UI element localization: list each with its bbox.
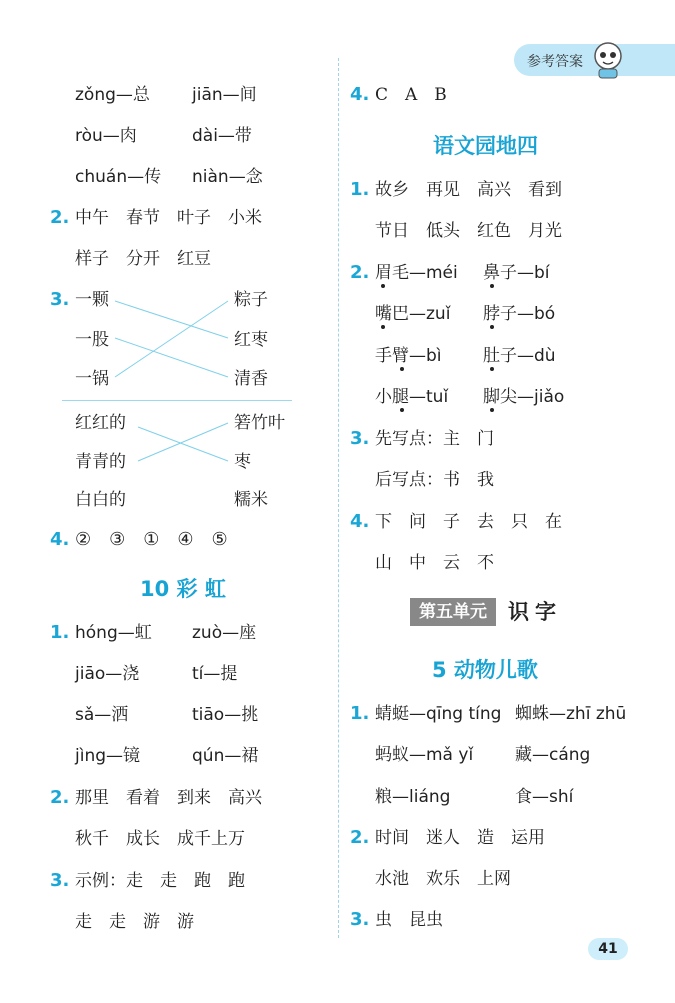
question-number: 3. — [50, 870, 70, 891]
pinyin-item: jiān—间 — [192, 85, 257, 105]
pinyin-item: dài—带 — [192, 126, 252, 146]
unit-title: 识字 — [508, 600, 562, 624]
unit-badge: 第五单元 — [410, 598, 496, 626]
match-left-item: 青青的 — [75, 452, 126, 472]
match-left-item: 白白的 — [75, 490, 126, 510]
match-left-item: 一锅 — [75, 369, 109, 389]
pinyin-item: niàn—念 — [192, 167, 263, 187]
question-number: 3. — [50, 289, 70, 310]
pinyin-item: ròu—肉 — [75, 126, 137, 146]
column-divider — [338, 58, 339, 938]
body-part-item: 嘴巴—zuǐ — [375, 304, 451, 324]
answer-row: 水池 欢乐 上网 — [375, 869, 511, 889]
question-number: 2. — [50, 787, 70, 808]
answer-row: 下 问 子 去 只 在 — [375, 512, 562, 532]
body-part-item: 肚子—dù — [483, 346, 556, 366]
answer-row: ② ③ ① ④ ⑤ — [75, 529, 228, 550]
emphasis-dot — [490, 325, 494, 329]
pinyin-item: jìng—镜 — [75, 746, 141, 766]
question-number: 2. — [50, 207, 70, 228]
pinyin-item: tiāo—挑 — [192, 705, 259, 725]
question-number: 3. — [350, 909, 370, 930]
body-part-item: 眉毛—méi — [375, 263, 458, 283]
answer-row: 时间 迷人 造 运用 — [375, 828, 545, 848]
answer-row: C A B — [375, 85, 447, 105]
match-separator — [62, 400, 292, 401]
pinyin-item: 藏—cáng — [515, 745, 591, 765]
emphasis-dot — [490, 284, 494, 288]
emphasis-dot — [400, 367, 404, 371]
question-number: 2. — [350, 827, 370, 848]
question-number: 3. — [350, 428, 370, 449]
header-label: 参考答案 — [527, 54, 583, 70]
answer-row: 那里 看着 到来 高兴 — [75, 788, 262, 808]
answer-row: 节日 低头 红色 月光 — [375, 221, 562, 241]
match-right-item: 枣 — [234, 452, 251, 472]
body-part-item: 鼻子—bí — [483, 263, 550, 283]
answer-row: 后写点：书 我 — [375, 470, 494, 490]
answer-row: 中午 春节 叶子 小米 — [75, 208, 262, 228]
body-part-item: 脖子—bó — [483, 304, 556, 324]
mascot-icon — [590, 40, 626, 80]
pinyin-item: zǒng—总 — [75, 85, 150, 105]
pinyin-item: 食—shí — [515, 787, 574, 807]
emphasis-dot — [490, 408, 494, 412]
pinyin-item: tí—提 — [192, 664, 238, 684]
lesson-title: 10 彩 虹 — [140, 577, 226, 601]
match-right-item: 清香 — [234, 369, 268, 389]
answer-row: 故乡 再见 高兴 看到 — [375, 180, 562, 200]
pinyin-item: jiāo—浇 — [75, 664, 140, 684]
pinyin-item: chuán—传 — [75, 167, 162, 187]
question-number: 1. — [350, 703, 370, 724]
pinyin-item: 蜘蛛—zhī zhū — [515, 704, 627, 724]
body-part-item: 脚尖—jiǎo — [483, 387, 565, 407]
question-number: 4. — [350, 511, 370, 532]
body-part-item: 手臂—bì — [375, 346, 442, 366]
question-number: 2. — [350, 262, 370, 283]
body-part-item: 小腿—tuǐ — [375, 387, 449, 407]
emphasis-dot — [381, 284, 385, 288]
section-title: 语文园地四 — [433, 134, 538, 158]
match-left-item: 红红的 — [75, 413, 126, 433]
pinyin-item: 蚂蚁—mǎ yǐ — [375, 745, 474, 765]
question-number: 1. — [50, 622, 70, 643]
match-left-item: 一股 — [75, 330, 109, 350]
pinyin-item: 蜻蜓—qīng tíng — [375, 704, 502, 724]
question-number: 1. — [350, 179, 370, 200]
pinyin-item: qún—裙 — [192, 746, 259, 766]
match-right-item: 糯米 — [234, 490, 268, 510]
page-number: 41 — [588, 938, 628, 960]
answer-row: 虫 昆虫 — [375, 910, 443, 930]
question-number: 4. — [350, 84, 370, 105]
answer-row: 山 中 云 不 — [375, 553, 494, 573]
pinyin-item: zuò—座 — [192, 623, 257, 643]
match-right-item: 箬竹叶 — [234, 413, 285, 433]
answer-row: 样子 分开 红豆 — [75, 249, 211, 269]
answer-row: 示例：走 走 跑 跑 — [75, 871, 245, 891]
emphasis-dot — [381, 325, 385, 329]
matching-lines — [110, 296, 235, 496]
lesson-title: 5 动物儿歌 — [432, 658, 538, 682]
match-right-item: 粽子 — [234, 290, 268, 310]
emphasis-dot — [490, 367, 494, 371]
answer-row: 走 走 游 游 — [75, 912, 194, 932]
pinyin-item: sǎ—洒 — [75, 705, 129, 725]
pinyin-item: hóng—虹 — [75, 623, 152, 643]
answer-row: 先写点：主 门 — [375, 429, 494, 449]
match-left-item: 一颗 — [75, 290, 109, 310]
answer-row: 秋千 成长 成千上万 — [75, 829, 245, 849]
question-number: 4. — [50, 529, 70, 550]
emphasis-dot — [400, 408, 404, 412]
pinyin-item: 粮—liáng — [375, 787, 451, 807]
match-right-item: 红枣 — [234, 330, 268, 350]
